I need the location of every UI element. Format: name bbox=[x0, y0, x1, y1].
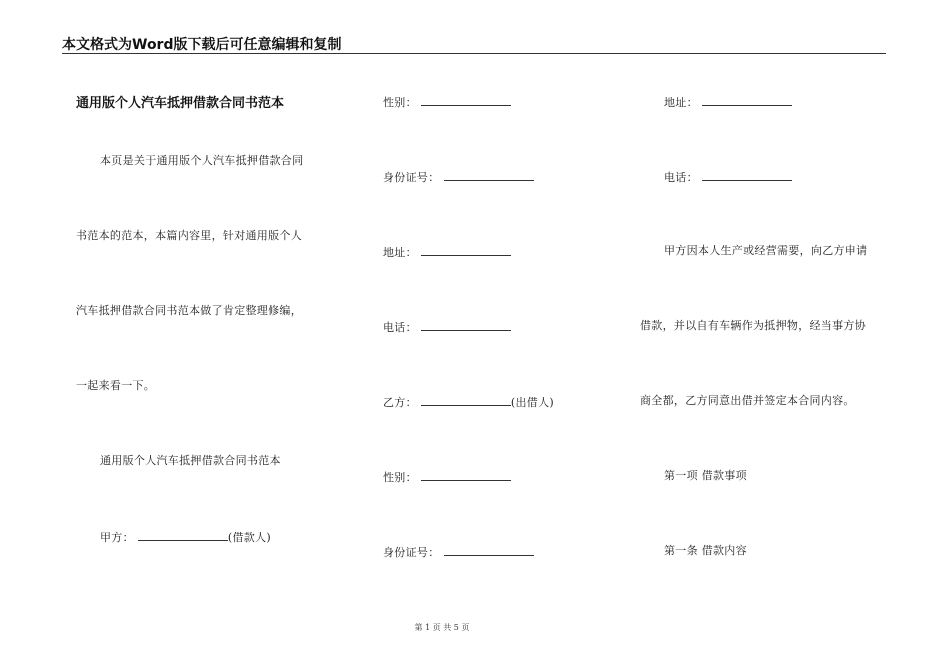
party-b-role: (出借人) bbox=[510, 396, 554, 409]
intro-line-3: 汽车抵押借款合同书范本做了肯定整理修编， bbox=[76, 304, 302, 317]
party-b-label: 乙方： bbox=[383, 396, 417, 409]
phone-blank-2 bbox=[702, 169, 792, 181]
address-blank-1 bbox=[421, 244, 511, 256]
section-heading: 第一项 借款事项 bbox=[664, 469, 747, 482]
party-a-line bbox=[100, 529, 271, 545]
document-subtitle: 通用版个人汽车抵押借款合同书范本 bbox=[100, 454, 281, 467]
gender-label-2: 性别： bbox=[383, 471, 417, 484]
address-line-2 bbox=[664, 94, 792, 110]
phone-line-1 bbox=[383, 319, 511, 335]
purpose-line-3: 商全都，乙方同意出借并签定本合同内容。 bbox=[640, 394, 855, 407]
purpose-line-2: 借款，并以自有车辆作为抵押物，经当事方协 bbox=[640, 319, 866, 332]
party-a-label: 甲方： bbox=[100, 531, 134, 544]
id-blank-1 bbox=[444, 169, 534, 181]
phone-label-2: 电话： bbox=[664, 171, 698, 184]
gender-label-1: 性别： bbox=[383, 96, 417, 109]
document-title: 通用版个人汽车抵押借款合同书范本 bbox=[76, 96, 285, 111]
purpose-line-1: 甲方因本人生产或经营需要，向乙方申请 bbox=[664, 244, 868, 257]
address-label-1: 地址： bbox=[383, 246, 417, 259]
article-heading: 第一条 借款内容 bbox=[664, 544, 747, 557]
id-label-1: 身份证号： bbox=[383, 171, 440, 184]
id-line-2 bbox=[383, 544, 534, 560]
intro-line-2: 书范本的范本，本篇内容里，针对通用版个人 bbox=[76, 229, 302, 242]
gender-blank-2 bbox=[421, 469, 511, 481]
intro-line-4: 一起来看一下。 bbox=[76, 379, 156, 392]
phone-line-2 bbox=[664, 169, 792, 185]
id-label-2: 身份证号： bbox=[383, 546, 440, 559]
header-title: 本文格式为Word版下载后可任意编辑和复制 bbox=[62, 37, 342, 53]
party-a-blank bbox=[138, 529, 228, 541]
gender-line-1 bbox=[383, 94, 511, 110]
intro-line-1: 本页是关于通用版个人汽车抵押借款合同 bbox=[100, 154, 304, 167]
gender-line-2 bbox=[383, 469, 511, 485]
id-line-1 bbox=[383, 169, 534, 185]
phone-blank-1 bbox=[421, 319, 511, 331]
party-b-line bbox=[383, 394, 554, 410]
header-rule bbox=[62, 53, 886, 54]
gender-blank-1 bbox=[421, 94, 511, 106]
phone-label-1: 电话： bbox=[383, 321, 417, 334]
page-number: 第 1 页 共 5 页 bbox=[414, 623, 470, 632]
address-line-1 bbox=[383, 244, 511, 260]
party-b-blank bbox=[421, 394, 511, 406]
party-a-role: (借款人) bbox=[227, 531, 271, 544]
id-blank-2 bbox=[444, 544, 534, 556]
address-label-2: 地址： bbox=[664, 96, 698, 109]
address-blank-2 bbox=[702, 94, 792, 106]
